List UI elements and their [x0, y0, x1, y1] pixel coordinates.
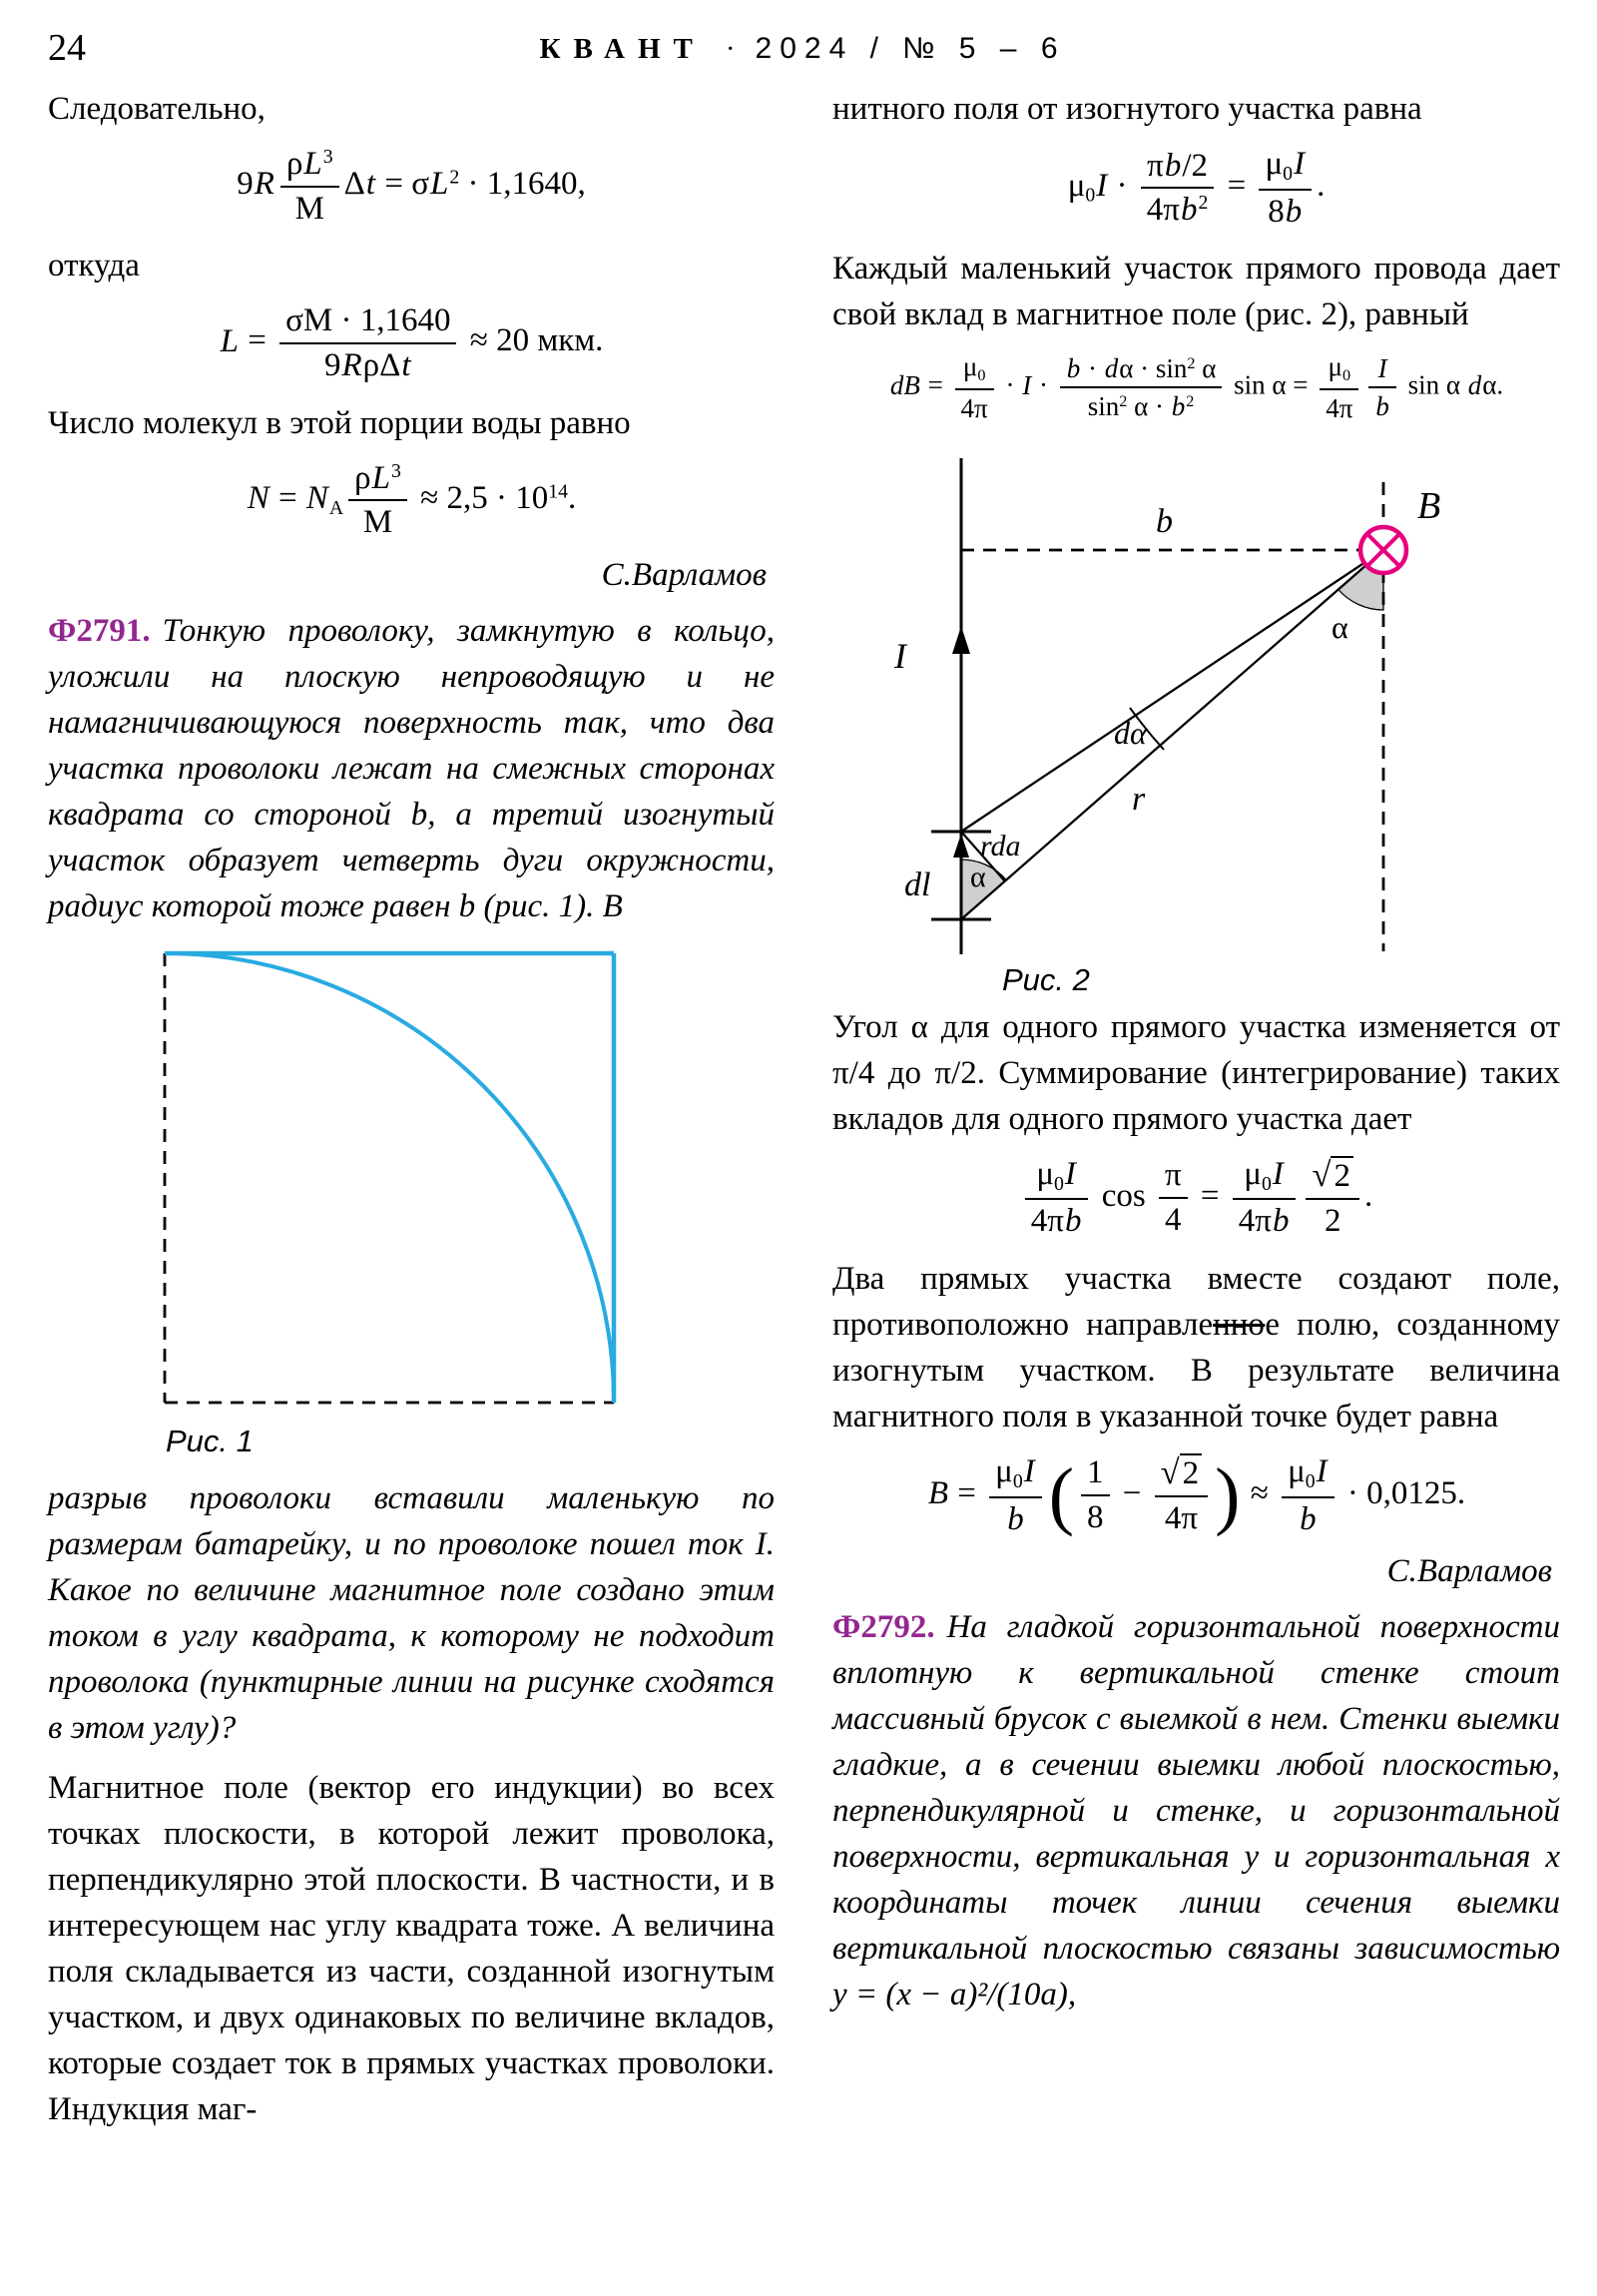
paragraph-continuation: нитного поля от изогнутого участка равна	[832, 91, 1422, 127]
label-dl: dl	[904, 865, 931, 903]
formula-B-final: B = $\frac{\mu_0I}{b}$ ( $\frac{1}{8}$ − $\frac{√2}{4\pi}$ ) ≈ $\frac{\mu_0I}{b}$ · 0,0125.	[927, 1452, 1466, 1538]
problem-number: Ф2791.	[48, 612, 151, 649]
two-column-layout	[48, 86, 1560, 2132]
figure-1-caption: Рис. 1	[166, 1423, 254, 1458]
figure-2-drawing	[846, 440, 1545, 999]
sight-line-upper	[961, 550, 1383, 832]
formula-integration-result: $\frac{\mu_0I}{4\pi b}$ cos $\frac{\pi}{4}$ = $\frac{\mu_0I}{4\pi b}$ $\frac{√2}{2}$ .	[832, 1156, 1560, 1240]
figure-2	[846, 440, 1560, 1004]
current-arrowhead	[952, 626, 970, 654]
problem-text: Тонкую проволоку, замкнутую в кольцо, уложили на плоскую непроводящую и не намагничивающуюся поверхность так, что два участка проволоки лежат на смежных сторонах квадрата со стороной b, а третий изогнутый участок образует четверть дуги окружности, радиус которой тоже равен b (рис. 1). В	[48, 612, 775, 924]
problem-f2792	[832, 1604, 1560, 2017]
sight-line-lower	[961, 550, 1383, 919]
label-current-I: I	[894, 635, 906, 676]
author-signature: С.Варламов	[601, 556, 767, 593]
label-radius-r: r	[1132, 780, 1146, 818]
figure-1	[160, 947, 775, 1414]
two-segments-text-before: Два прямых участка вместе создают поле, противоположно направле	[832, 1260, 1560, 1343]
problem-text-2: На гладкой горизонтальной поверхности вплотную к вертикальной стенке стоит массивный брусок с выемкой в нем. Стенки выемки гладкие, а в сечении выемки любой плоскостью, перпендикулярной и стенке, и горизонтальной поверхности, вертикальная y и горизонтальная x координаты точек линии сечения выемки вертикальной плоскостью связаны зависимостью y = (x − a)²/(10a),	[832, 1609, 1560, 2013]
struck-text: нно	[1213, 1306, 1266, 1343]
label-dalpha: dα	[1114, 714, 1147, 751]
label-rda: rda	[980, 829, 1021, 862]
page-number: 24	[48, 27, 86, 69]
paragraph-angle-range: Угол α для одного прямого участка изменяется от π/4 до π/2. Суммирование (интегрирование) таких вкладов для одного прямого участка дает	[832, 1008, 1560, 1137]
figure-2-caption: Рис. 2	[1002, 961, 1090, 997]
header-separator: ·	[725, 33, 736, 65]
paragraph-each-segment: Каждый маленький участок прямого провода дает свой вклад в магнитное поле (рис. 2), равный	[832, 251, 1560, 333]
formula-dB: dB = $\frac{\mu_0}{4\pi}$ · I · $\frac{b \cdot d\alpha \cdot \sin^2 \alpha}{\sin^2 \alpha \cdot b^2}$ sin α = $\frac{\mu_0}{4\pi}$ $\frac{I}{b}$ sin α dα.	[889, 351, 1504, 424]
journal-title: КВАНТ	[539, 33, 706, 65]
formula-arc-field: $\mu_0I$ · $\frac{\pi b/2}{4\pi b^2}$ = $\frac{\mu_0I}{8b}$ .	[1067, 146, 1326, 230]
paragraph-magnetic-field: Магнитное поле (вектор его индукции) во всех точках плоскости, в которой лежит проволока, перпендикулярно этой плоскости. В частности, и в интересующем нас углу квадрата тоже. А величина поля складывается из части, созданной изогнутым участком, и двух одинаковых по величине вкладов, которые создает ток в прямых участках проволоки. Индукция маг-	[48, 1769, 775, 2127]
label-alpha-top: α	[1331, 608, 1348, 645]
journal-issue: 2024 / № 5 – 6	[755, 32, 1066, 65]
author-signature-2: С.Варламов	[1386, 1553, 1552, 1590]
label-alpha-bottom: α	[970, 860, 986, 893]
figure-1-drawing	[160, 947, 619, 1409]
paragraph-molecule-count: Число молекул в этой порции воды равно	[48, 404, 631, 441]
formula-N-molecules: $N = N_A$ $\frac{\rho L^3}{M}$ ≈ $2,5 \cdot 10^{14}$.	[247, 459, 577, 541]
problem-f2791-continued: разрыв проволоки вставили маленькую по размерам батарейку, и по проволоке пошел ток I. Какое по величине магнитное поле создано этим током в углу квадрата, к которому не подходит проволока (пунктирные линии на рисунке сходятся в этом углу)?	[48, 1479, 775, 1746]
page-header	[48, 24, 1557, 74]
label-distance-b: b	[1156, 502, 1173, 540]
paragraph-sledovatelno: Следовательно,	[48, 91, 266, 127]
journal-header	[48, 32, 1557, 66]
label-field-B: B	[1417, 484, 1441, 527]
wire-quarter-arc	[165, 953, 614, 1403]
formula-L-result: L = $\frac{\sigma M \cdot 1,1640}{\text{9RρΔt}}$ ≈ 20 мкм.	[220, 302, 604, 383]
problem-number-2: Ф2792.	[832, 1609, 935, 1646]
paragraph-otkuda: откуда	[48, 248, 140, 285]
right-column	[832, 86, 1560, 2132]
paragraph-two-segments	[832, 1256, 1560, 1439]
two-segments-text-after: е полю, созданному изогнутым участком. В результате величина магнитного поля в указанной точке будет равна	[832, 1306, 1561, 1435]
problem-f2791	[48, 608, 775, 929]
left-column	[48, 86, 775, 2132]
formula-energy-balance: 9R $\frac{\rho L^3}{M}$ $\Delta t = \sigma L^2 \cdot 1,1640$,	[237, 146, 586, 227]
